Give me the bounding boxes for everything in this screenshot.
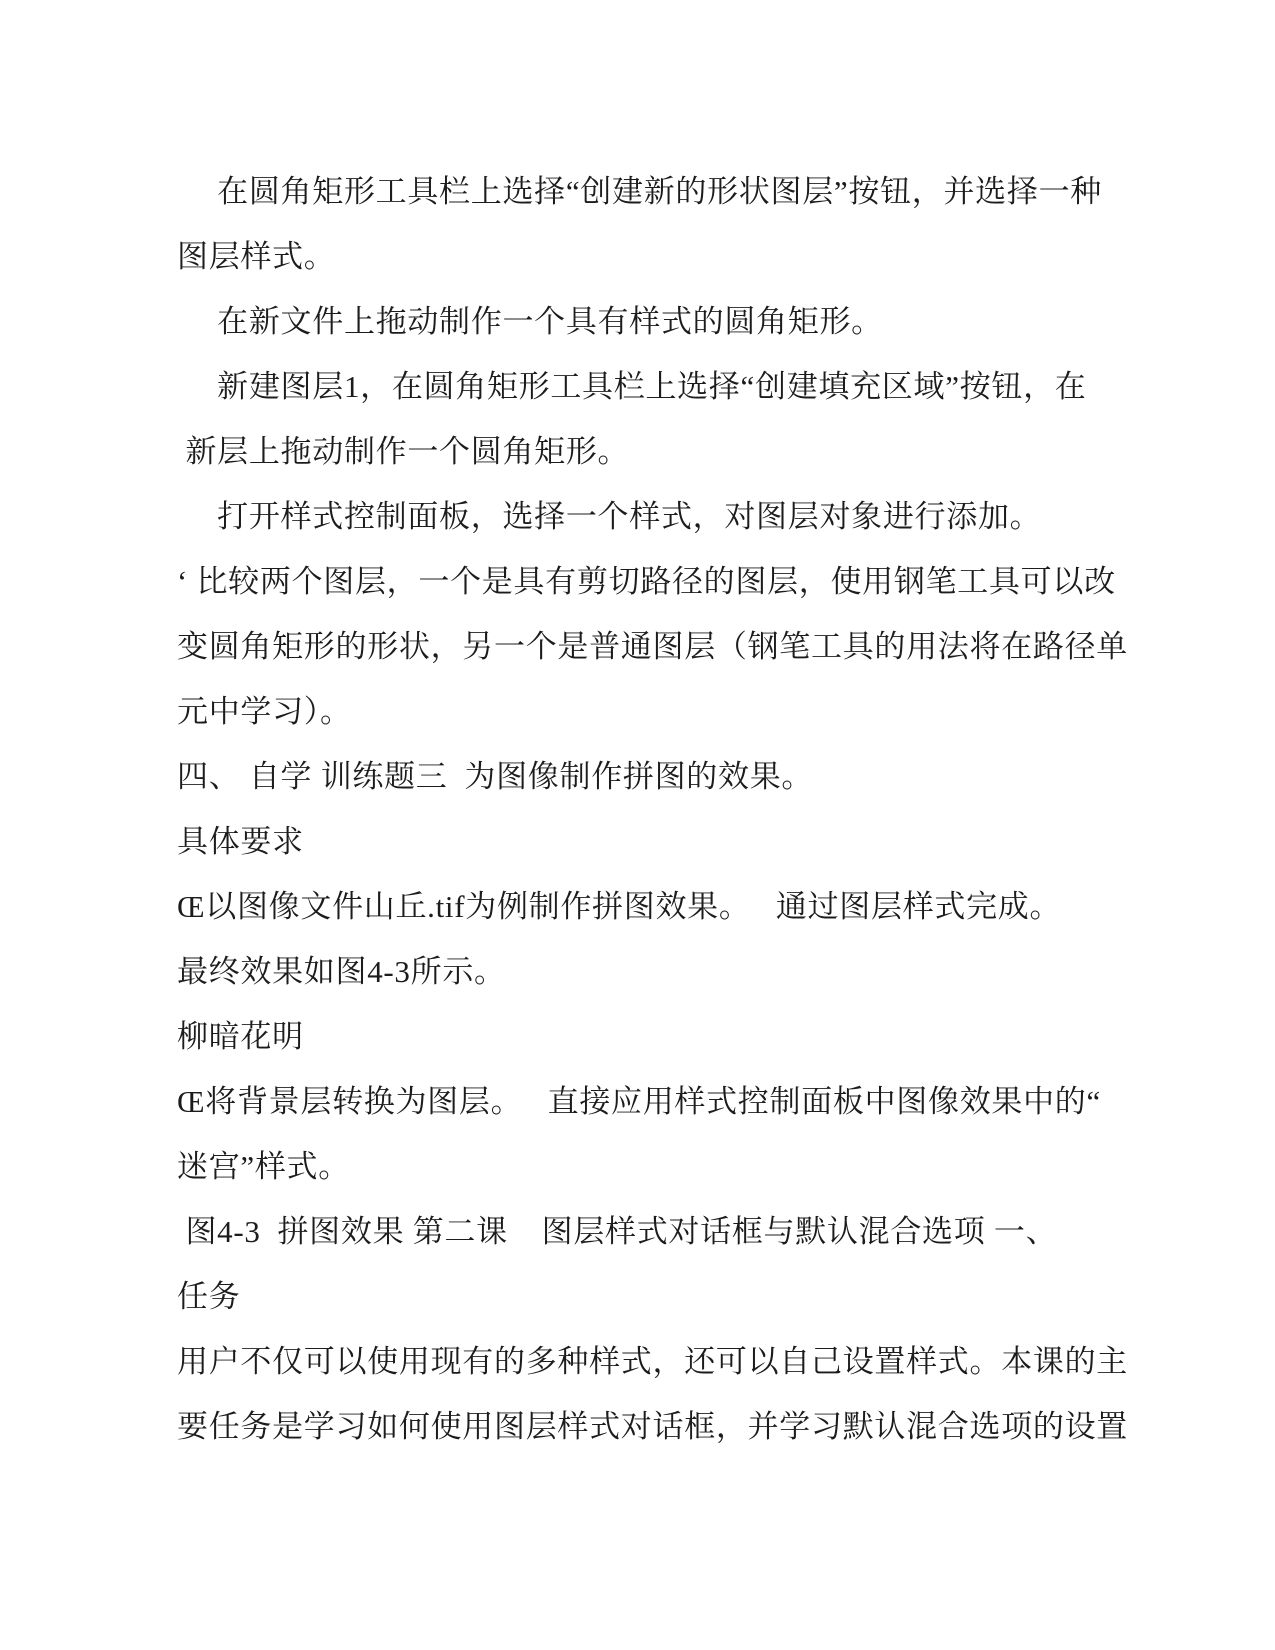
text-line-3: 在新文件上拖动制作一个具有样式的圆角矩形。: [177, 304, 883, 339]
text-line-17: 图4-3 拼图效果 第二课 图层样式对话框与默认混合选项 一、: [177, 1214, 1058, 1249]
text-line-9: 元中学习）。: [177, 694, 352, 729]
text-line-1: 在圆角矩形工具栏上选择“创建新的形状图层”按钮，并选择一种: [177, 174, 1102, 209]
text-line-13: 最终效果如图4-3所示。: [177, 954, 506, 989]
text-line-20: 要任务是学习如何使用图层样式对话框，并学习默认混合选项的设置: [177, 1409, 1128, 1444]
text-line-12: Œ以图像文件山丘.tif为例制作拼图效果。 通过图层样式完成。: [177, 889, 1062, 924]
text-line-18: 任务: [177, 1279, 241, 1314]
text-line-5: 新层上拖动制作一个圆角矩形。: [177, 434, 630, 469]
text-line-7: ‘ 比较两个图层，一个是具有剪切路径的图层，使用钢笔工具可以改: [177, 564, 1116, 599]
text-line-6: 打开样式控制面板，选择一个样式，对图层对象进行添加。: [177, 499, 1042, 534]
text-line-16: 迷宫”样式。: [177, 1149, 350, 1184]
text-line-11: 具体要求: [177, 824, 304, 859]
text-line-4: 新建图层1，在圆角矩形工具栏上选择“创建填充区域”按钮，在: [177, 369, 1087, 404]
text-line-19: 用户不仅可以使用现有的多种样式，还可以自己设置样式。本课的主: [177, 1344, 1128, 1379]
text-line-14: 柳暗花明: [177, 1019, 304, 1054]
text-line-2: 图层样式。: [177, 239, 336, 274]
text-line-10: 四、 自学 训练题三 为图像制作拼图的效果。: [177, 759, 814, 794]
text-line-15: Œ将背景层转换为图层。 直接应用样式控制面板中图像效果中的“: [177, 1084, 1101, 1119]
text-line-8: 变圆角矩形的形状，另一个是普通图层（钢笔工具的用法将在路径单: [177, 629, 1128, 664]
